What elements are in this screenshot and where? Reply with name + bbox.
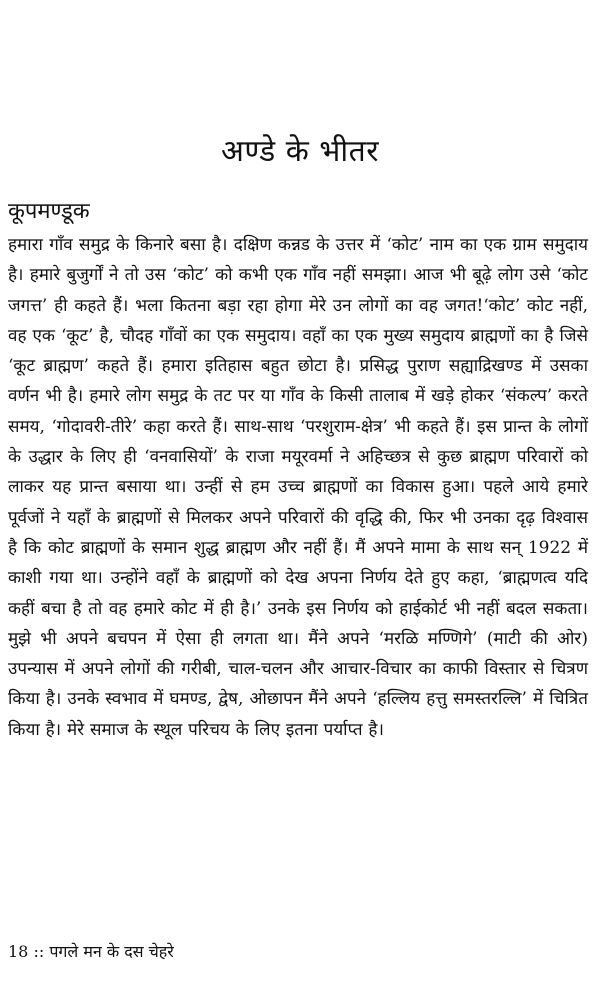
body-paragraph: हमारा गाँव समुद्र के किनारे बसा है। दक्षिण कन्नड के उत्तर में ‘कोट’ नाम का एक ग्राम समुदाय है। हमारे बुजुर्गों ने तो उस ‘कोट’ को कभी एक गाँव नहीं समझा। आज भी बूढ़े लोग उसे ‘कोट जगत्त’ ही कहते हैं। भला कितना बड़ा रहा होगा मेरे उन लोगों का वह जगत!‘कोट’ कोट नहीं, वह एक ‘कूट’ है, चौदह गाँवों का एक समुदाय। वहाँ का एक मुख्य समुदाय ब्राह्मणों का है जिसे ‘कूट ब्राह्मण’ कहते हैं। हमारा इतिहास बहुत छोटा है। प्रसिद्ध पुराण सह्याद्रिखण्ड में उसका वर्णन भी है। हमारे लोग समुद्र के तट पर या गाँव के किसी तालाब में खड़े होकर ‘संकल्प’ करते समय, ‘गोदावरी-तीरे’ कहा करते हैं। साथ-साथ ‘परशुराम-क्षेत्र’ भी कहते हैं। इस प्रान्त के लोगों के उद्धार के लिए ही ‘वनवासियों’ के राजा मयूरवर्मा ने अहिच्छत्र से कुछ ब्राह्मण परिवारों को लाकर यह प्रान्त बसाया था। उन्हीं से हम उच्च ब्राह्मणों का विकास हुआ। पहले आये हमारे पूर्वजों ने यहाँ के ब्राह्मणों से मिलकर अपने परिवारों की वृद्धि की, फिर भी उनका दृढ़ विश्वास है कि कोट ब्राह्मणों के समान शुद्ध ब्राह्मण और नहीं हैं। मैं अपने मामा के साथ सन् 1922 में काशी गया था। उन्होंने वहाँ के ब्राह्मणों को देख अपना निर्णय देते हुए कहा, ‘ब्राह्मणत्व यदि कहीं बचा है तो वह हमारे कोट में ही है।’ उनके इस निर्णय को हाईकोर्ट भी नहीं बदल सकता। मुझे भी अपने बचपन में ऐसा ही लगता था। मैंने अपने ‘मरळि मण्णिगे’ (माटी की ओर) उपन्यास में अपने लोगों की गरीबी, चाल-चलन और आचार-विचार का काफी विस्तार से चित्रण किया है। उनके स्वभाव में घमण्ड, द्वेष, ओछापन मैंने अपने ‘हल्लिय हत्तु समस्तरल्लि’ में चित्रित किया है। मेरे समाज के स्थूल परिचय के लिए इतना पर्याप्त है।	[8, 235, 588, 740]
page-footer: 18 :: पगले मन के दस चेहरे	[8, 942, 174, 961]
chapter-title: अण्डे के भीतर	[220, 134, 380, 170]
section-heading: कूपमण्डूक	[8, 199, 90, 224]
